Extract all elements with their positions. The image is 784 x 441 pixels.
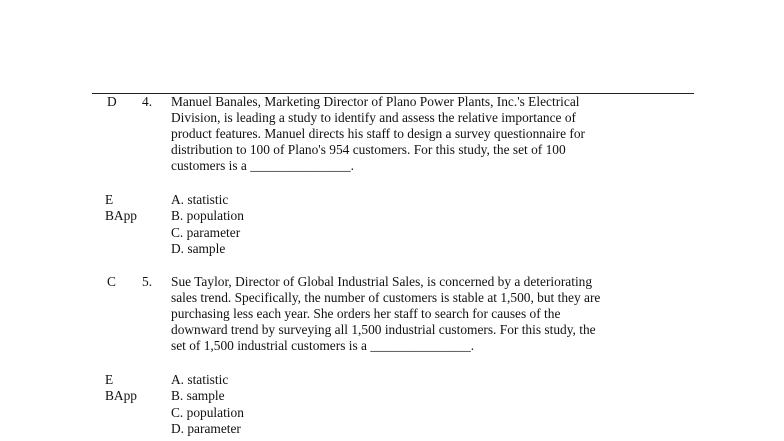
question-stem-line: purchasing less each year. She orders her staff to search for causes of the <box>171 306 561 321</box>
answer-option-b: B. population <box>171 208 244 223</box>
question-stem-line: Manuel Banales, Marketing Director of Plano Power Plants, Inc.'s Electrical <box>171 94 580 109</box>
answer-option-a: A. statistic <box>171 192 229 207</box>
question-stem-line: Division, is leading a study to identify and assess the relative importance of <box>171 110 576 125</box>
question-stem-line: customers is a _______________. <box>171 158 354 173</box>
question-stem-line: sales trend. Specifically, the number of customers is stable at 1,500, but they are <box>171 290 601 305</box>
question-number: 5. <box>142 274 153 289</box>
difficulty-level: E <box>105 192 114 207</box>
question-stem-line: distribution to 100 of Plano's 954 customers. For this study, the set of 100 <box>171 142 566 157</box>
answer-option-d: D. parameter <box>171 421 241 436</box>
question-stem-line: set of 1,500 industrial customers is a _______________. <box>171 338 475 353</box>
answer-option-c: C. parameter <box>171 225 241 240</box>
question-category: BApp <box>105 388 137 403</box>
difficulty-level: E <box>105 372 114 387</box>
question-category: BApp <box>105 208 137 223</box>
answer-option-a: A. statistic <box>171 372 229 387</box>
answer-key: D <box>107 94 117 109</box>
question-stem-line: product features. Manuel directs his staff to design a survey questionnaire for <box>171 126 585 141</box>
question-number: 4. <box>142 94 153 109</box>
question-stem-line: Sue Taylor, Director of Global Industrial Sales, is concerned by a deteriorating <box>171 274 593 289</box>
answer-option-b: B. sample <box>171 388 225 403</box>
answer-option-d: D. sample <box>171 241 226 256</box>
answer-option-c: C. population <box>171 405 244 420</box>
question-stem-line: downward trend by surveying all 1,500 industrial customers. For this study, the <box>171 322 596 337</box>
answer-key: C <box>107 274 116 289</box>
